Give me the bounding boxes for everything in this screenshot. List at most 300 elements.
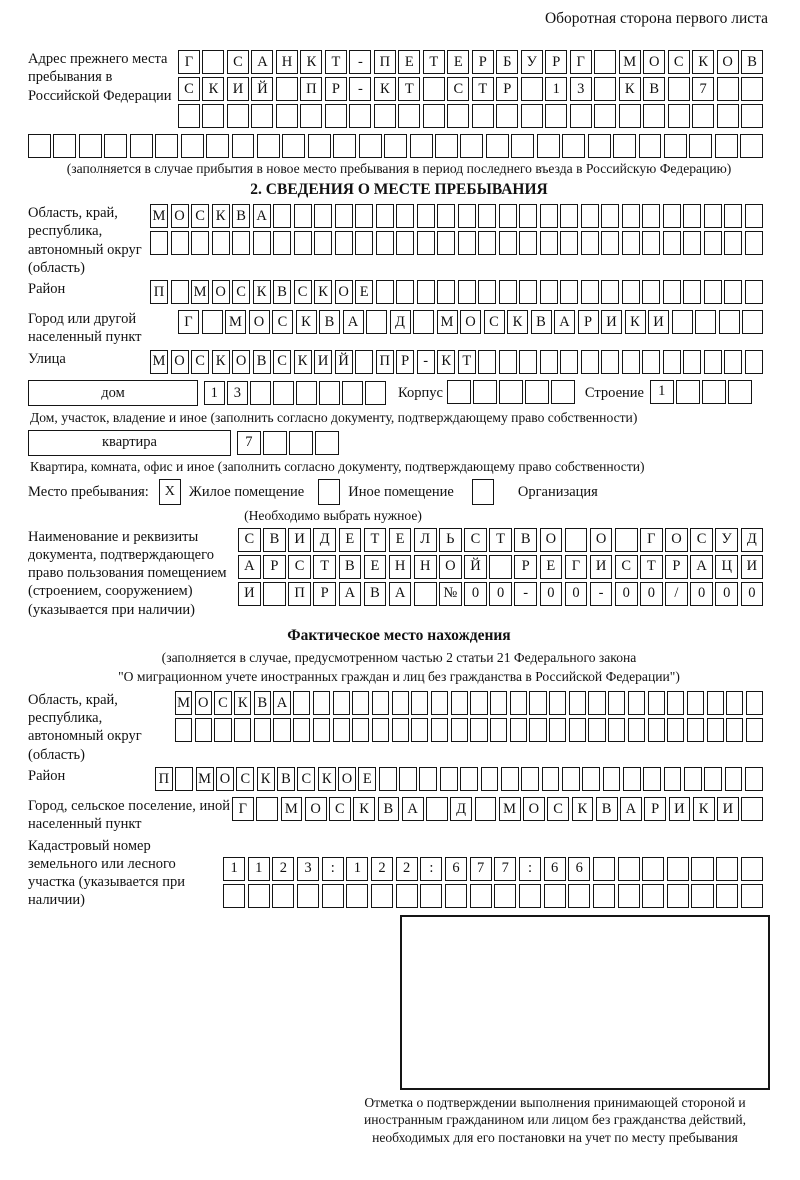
char-cell[interactable] (79, 134, 102, 158)
char-cell[interactable]: Е (364, 555, 387, 579)
char-cell[interactable] (601, 231, 619, 255)
char-cell[interactable]: С (329, 797, 351, 821)
char-cell[interactable] (104, 134, 127, 158)
char-cell[interactable]: 0 (615, 582, 638, 606)
char-cell[interactable] (398, 104, 420, 128)
char-cell[interactable] (537, 134, 560, 158)
char-cell[interactable] (726, 718, 743, 742)
char-cell[interactable] (28, 134, 51, 158)
char-cell[interactable]: : (322, 857, 344, 881)
char-cell[interactable]: 3 (297, 857, 319, 881)
char-cell[interactable] (335, 231, 353, 255)
char-cell[interactable] (608, 691, 625, 715)
char-cell[interactable] (562, 767, 580, 791)
char-cell[interactable]: К (374, 77, 396, 101)
char-cell[interactable] (53, 134, 76, 158)
char-cell[interactable] (726, 691, 743, 715)
char-cell[interactable] (687, 718, 704, 742)
char-cell[interactable]: В (378, 797, 400, 821)
char-cell[interactable] (256, 797, 278, 821)
char-cell[interactable] (643, 104, 665, 128)
char-cell[interactable] (704, 280, 722, 304)
char-cell[interactable] (232, 134, 255, 158)
char-cell[interactable]: Г (570, 50, 592, 74)
char-cell[interactable] (560, 204, 578, 228)
char-cell[interactable] (581, 350, 599, 374)
char-cell[interactable]: Т (640, 555, 663, 579)
char-cell[interactable] (499, 380, 523, 404)
char-cell[interactable]: Е (398, 50, 420, 74)
char-cell[interactable] (445, 884, 467, 908)
char-cell[interactable] (254, 718, 271, 742)
char-cell[interactable]: И (238, 582, 261, 606)
char-cell[interactable] (603, 767, 621, 791)
char-cell[interactable]: Е (339, 528, 362, 552)
char-cell[interactable]: О (665, 528, 688, 552)
char-cell[interactable] (704, 231, 722, 255)
char-cell[interactable]: В (514, 528, 537, 552)
char-cell[interactable]: М (175, 691, 192, 715)
char-cell[interactable] (689, 134, 712, 158)
char-cell[interactable]: А (554, 310, 575, 334)
char-cell[interactable]: С (297, 767, 315, 791)
char-cell[interactable]: А (389, 582, 412, 606)
char-cell[interactable] (622, 280, 640, 304)
char-cell[interactable] (642, 204, 660, 228)
char-cell[interactable]: К (294, 350, 312, 374)
char-cell[interactable]: И (288, 528, 311, 552)
char-cell[interactable] (601, 280, 619, 304)
char-cell[interactable] (273, 204, 291, 228)
char-cell[interactable]: С (464, 528, 487, 552)
char-cell[interactable] (440, 767, 458, 791)
char-cell[interactable] (447, 104, 469, 128)
char-cell[interactable]: К (625, 310, 646, 334)
char-cell[interactable] (745, 204, 763, 228)
char-cell[interactable] (451, 691, 468, 715)
char-cell[interactable] (234, 718, 251, 742)
char-cell[interactable]: И (590, 555, 613, 579)
char-cell[interactable]: Р (472, 50, 494, 74)
char-cell[interactable] (704, 204, 722, 228)
char-cell[interactable]: 0 (464, 582, 487, 606)
char-cell[interactable] (257, 134, 280, 158)
char-cell[interactable]: С (273, 350, 291, 374)
char-cell[interactable]: 1 (545, 77, 567, 101)
char-cell[interactable]: 0 (640, 582, 663, 606)
char-cell[interactable] (668, 77, 690, 101)
char-cell[interactable] (569, 718, 586, 742)
char-cell[interactable] (372, 718, 389, 742)
char-cell[interactable]: С (288, 555, 311, 579)
char-cell[interactable] (639, 134, 662, 158)
char-cell[interactable]: Т (325, 50, 347, 74)
char-cell[interactable] (741, 857, 763, 881)
char-cell[interactable]: К (507, 310, 528, 334)
char-cell[interactable]: Р (514, 555, 537, 579)
char-cell[interactable] (622, 231, 640, 255)
char-cell[interactable] (313, 718, 330, 742)
char-cell[interactable] (667, 857, 689, 881)
char-cell[interactable] (478, 350, 496, 374)
char-cell[interactable] (588, 134, 611, 158)
char-cell[interactable] (333, 691, 350, 715)
char-cell[interactable] (272, 884, 294, 908)
char-cell[interactable]: Т (458, 350, 476, 374)
char-cell[interactable] (707, 691, 724, 715)
char-cell[interactable]: Е (447, 50, 469, 74)
char-cell[interactable]: О (212, 280, 230, 304)
char-cell[interactable] (740, 134, 763, 158)
char-cell[interactable] (352, 718, 369, 742)
char-cell[interactable]: В (319, 310, 340, 334)
char-cell[interactable]: П (376, 350, 394, 374)
char-cell[interactable] (447, 380, 471, 404)
char-cell[interactable] (684, 767, 702, 791)
char-cell[interactable] (426, 797, 448, 821)
char-cell[interactable] (724, 350, 742, 374)
char-cell[interactable]: 0 (741, 582, 764, 606)
char-cell[interactable] (742, 310, 763, 334)
char-cell[interactable] (594, 104, 616, 128)
char-cell[interactable] (478, 231, 496, 255)
char-cell[interactable] (588, 718, 605, 742)
char-cell[interactable] (560, 231, 578, 255)
char-cell[interactable] (333, 718, 350, 742)
char-cell[interactable] (663, 204, 681, 228)
char-cell[interactable] (276, 104, 298, 128)
char-cell[interactable] (560, 280, 578, 304)
char-cell[interactable]: К (253, 280, 271, 304)
char-cell[interactable] (308, 134, 331, 158)
char-cell[interactable] (724, 280, 742, 304)
char-cell[interactable]: № (439, 582, 462, 606)
char-cell[interactable] (628, 691, 645, 715)
char-cell[interactable] (702, 380, 726, 404)
char-cell[interactable] (499, 204, 517, 228)
char-cell[interactable] (202, 50, 224, 74)
char-cell[interactable]: О (439, 555, 462, 579)
char-cell[interactable]: 0 (540, 582, 563, 606)
char-cell[interactable] (594, 77, 616, 101)
char-cell[interactable] (499, 350, 517, 374)
char-cell[interactable]: П (374, 50, 396, 74)
char-cell[interactable] (510, 691, 527, 715)
char-cell[interactable] (175, 718, 192, 742)
char-cell[interactable]: К (234, 691, 251, 715)
char-cell[interactable] (417, 280, 435, 304)
char-cell[interactable] (746, 691, 763, 715)
char-cell[interactable]: У (521, 50, 543, 74)
char-cell[interactable] (667, 691, 684, 715)
char-cell[interactable] (223, 884, 245, 908)
char-cell[interactable] (437, 231, 455, 255)
char-cell[interactable] (728, 380, 752, 404)
char-cell[interactable]: С (272, 310, 293, 334)
char-cell[interactable] (250, 381, 271, 405)
char-cell[interactable]: Н (414, 555, 437, 579)
char-cell[interactable] (664, 767, 682, 791)
char-cell[interactable]: Р (325, 77, 347, 101)
char-cell[interactable] (181, 134, 204, 158)
char-cell[interactable]: С (294, 280, 312, 304)
char-cell[interactable] (695, 310, 716, 334)
char-cell[interactable]: С (238, 528, 261, 552)
char-cell[interactable] (519, 350, 537, 374)
char-cell[interactable] (642, 857, 664, 881)
char-cell[interactable] (420, 884, 442, 908)
checkbox-organization[interactable] (472, 479, 494, 505)
char-cell[interactable] (562, 134, 585, 158)
char-cell[interactable]: П (288, 582, 311, 606)
char-cell[interactable] (472, 104, 494, 128)
char-cell[interactable] (319, 381, 340, 405)
char-cell[interactable]: Т (364, 528, 387, 552)
char-cell[interactable]: 1 (248, 857, 270, 881)
char-cell[interactable] (549, 718, 566, 742)
char-cell[interactable] (519, 231, 537, 255)
char-cell[interactable] (540, 280, 558, 304)
char-cell[interactable]: 1 (650, 380, 674, 404)
char-cell[interactable]: 7 (237, 431, 261, 455)
char-cell[interactable] (643, 767, 661, 791)
char-cell[interactable]: 6 (568, 857, 590, 881)
char-cell[interactable]: П (150, 280, 168, 304)
char-cell[interactable]: В (232, 204, 250, 228)
char-cell[interactable] (490, 691, 507, 715)
char-cell[interactable] (613, 134, 636, 158)
char-cell[interactable]: А (238, 555, 261, 579)
char-cell[interactable] (417, 231, 435, 255)
char-cell[interactable] (667, 884, 689, 908)
char-cell[interactable]: 1 (223, 857, 245, 881)
char-cell[interactable]: Ц (715, 555, 738, 579)
char-cell[interactable]: С (191, 204, 209, 228)
char-cell[interactable] (615, 528, 638, 552)
char-cell[interactable]: 1 (346, 857, 368, 881)
char-cell[interactable]: - (514, 582, 537, 606)
checkbox-residential[interactable]: X (159, 479, 181, 505)
char-cell[interactable] (232, 231, 250, 255)
char-cell[interactable] (273, 231, 291, 255)
char-cell[interactable] (540, 204, 558, 228)
char-cell[interactable] (470, 691, 487, 715)
char-cell[interactable] (717, 104, 739, 128)
char-cell[interactable]: О (338, 767, 356, 791)
char-cell[interactable]: К (212, 204, 230, 228)
char-cell[interactable] (683, 350, 701, 374)
char-cell[interactable] (263, 582, 286, 606)
char-cell[interactable]: М (499, 797, 521, 821)
char-cell[interactable] (396, 204, 414, 228)
char-cell[interactable]: 2 (396, 857, 418, 881)
char-cell[interactable] (227, 104, 249, 128)
char-cell[interactable] (293, 718, 310, 742)
char-cell[interactable]: С (484, 310, 505, 334)
char-cell[interactable]: А (402, 797, 424, 821)
char-cell[interactable] (296, 381, 317, 405)
char-cell[interactable] (741, 884, 763, 908)
char-cell[interactable]: О (171, 204, 189, 228)
char-cell[interactable]: О (305, 797, 327, 821)
char-cell[interactable] (588, 691, 605, 715)
char-cell[interactable]: Е (358, 767, 376, 791)
char-cell[interactable] (478, 204, 496, 228)
char-cell[interactable]: Н (389, 555, 412, 579)
char-cell[interactable]: М (619, 50, 641, 74)
char-cell[interactable] (540, 350, 558, 374)
char-cell[interactable] (601, 204, 619, 228)
char-cell[interactable]: С (232, 280, 250, 304)
char-cell[interactable] (470, 884, 492, 908)
char-cell[interactable] (501, 767, 519, 791)
char-cell[interactable] (355, 350, 373, 374)
char-cell[interactable] (622, 350, 640, 374)
char-cell[interactable]: 7 (470, 857, 492, 881)
char-cell[interactable] (676, 380, 700, 404)
char-cell[interactable] (171, 231, 189, 255)
char-cell[interactable]: В (277, 767, 295, 791)
char-cell[interactable]: - (590, 582, 613, 606)
char-cell[interactable]: В (531, 310, 552, 334)
char-cell[interactable] (322, 884, 344, 908)
char-cell[interactable] (451, 718, 468, 742)
char-cell[interactable] (253, 231, 271, 255)
char-cell[interactable]: К (619, 77, 641, 101)
char-cell[interactable] (212, 231, 230, 255)
char-cell[interactable]: Т (398, 77, 420, 101)
char-cell[interactable] (202, 104, 224, 128)
char-cell[interactable]: О (460, 310, 481, 334)
char-cell[interactable] (460, 134, 483, 158)
char-cell[interactable] (664, 134, 687, 158)
char-cell[interactable]: Ь (439, 528, 462, 552)
char-cell[interactable]: 7 (494, 857, 516, 881)
char-cell[interactable] (282, 134, 305, 158)
char-cell[interactable] (175, 767, 193, 791)
char-cell[interactable]: М (150, 350, 168, 374)
char-cell[interactable] (384, 134, 407, 158)
char-cell[interactable] (355, 231, 373, 255)
char-cell[interactable] (716, 857, 738, 881)
char-cell[interactable]: А (273, 691, 290, 715)
char-cell[interactable]: О (195, 691, 212, 715)
char-cell[interactable] (707, 718, 724, 742)
char-cell[interactable] (581, 280, 599, 304)
char-cell[interactable] (202, 310, 223, 334)
char-cell[interactable]: К (314, 280, 332, 304)
char-cell[interactable]: Б (496, 50, 518, 74)
char-cell[interactable] (608, 718, 625, 742)
char-cell[interactable]: Д (450, 797, 472, 821)
char-cell[interactable] (325, 104, 347, 128)
char-cell[interactable] (715, 134, 738, 158)
char-cell[interactable] (481, 767, 499, 791)
char-cell[interactable]: : (420, 857, 442, 881)
char-cell[interactable] (628, 718, 645, 742)
char-cell[interactable] (540, 231, 558, 255)
char-cell[interactable] (411, 691, 428, 715)
char-cell[interactable] (521, 104, 543, 128)
char-cell[interactable] (289, 431, 313, 455)
char-cell[interactable]: К (572, 797, 594, 821)
char-cell[interactable] (741, 104, 763, 128)
char-cell[interactable] (355, 204, 373, 228)
char-cell[interactable] (519, 280, 537, 304)
char-cell[interactable] (365, 381, 386, 405)
char-cell[interactable]: М (281, 797, 303, 821)
char-cell[interactable]: И (314, 350, 332, 374)
char-cell[interactable]: 6 (445, 857, 467, 881)
char-cell[interactable]: О (232, 350, 250, 374)
char-cell[interactable] (691, 857, 713, 881)
char-cell[interactable] (460, 767, 478, 791)
char-cell[interactable]: Д (741, 528, 764, 552)
char-cell[interactable]: К (318, 767, 336, 791)
char-cell[interactable]: Р (578, 310, 599, 334)
char-cell[interactable]: 3 (570, 77, 592, 101)
char-cell[interactable] (499, 231, 517, 255)
char-cell[interactable]: Е (355, 280, 373, 304)
char-cell[interactable]: С (668, 50, 690, 74)
char-cell[interactable] (214, 718, 231, 742)
char-cell[interactable] (618, 857, 640, 881)
char-cell[interactable] (130, 134, 153, 158)
char-cell[interactable] (293, 691, 310, 715)
char-cell[interactable] (494, 884, 516, 908)
char-cell[interactable]: Г (565, 555, 588, 579)
char-cell[interactable]: Й (251, 77, 273, 101)
char-cell[interactable] (155, 134, 178, 158)
char-cell[interactable] (594, 50, 616, 74)
char-cell[interactable]: 6 (544, 857, 566, 881)
char-cell[interactable]: К (257, 767, 275, 791)
char-cell[interactable] (376, 204, 394, 228)
char-cell[interactable] (570, 104, 592, 128)
char-cell[interactable] (642, 350, 660, 374)
char-cell[interactable]: В (253, 350, 271, 374)
char-cell[interactable] (741, 797, 763, 821)
char-cell[interactable]: О (540, 528, 563, 552)
char-cell[interactable] (545, 104, 567, 128)
char-cell[interactable]: В (263, 528, 286, 552)
char-cell[interactable] (663, 231, 681, 255)
char-cell[interactable] (719, 310, 740, 334)
char-cell[interactable]: А (339, 582, 362, 606)
char-cell[interactable]: Р (644, 797, 666, 821)
char-cell[interactable] (458, 204, 476, 228)
char-cell[interactable] (648, 691, 665, 715)
char-cell[interactable] (745, 231, 763, 255)
char-cell[interactable] (642, 884, 664, 908)
char-cell[interactable] (392, 691, 409, 715)
char-cell[interactable]: И (601, 310, 622, 334)
char-cell[interactable] (725, 767, 743, 791)
char-cell[interactable] (376, 280, 394, 304)
char-cell[interactable]: П (155, 767, 173, 791)
char-cell[interactable]: 0 (489, 582, 512, 606)
char-cell[interactable]: К (212, 350, 230, 374)
char-cell[interactable] (333, 134, 356, 158)
char-cell[interactable] (379, 767, 397, 791)
char-cell[interactable]: 3 (227, 381, 248, 405)
char-cell[interactable] (396, 231, 414, 255)
char-cell[interactable]: Г (178, 310, 199, 334)
char-cell[interactable] (519, 204, 537, 228)
char-cell[interactable]: Е (389, 528, 412, 552)
char-cell[interactable] (478, 280, 496, 304)
char-cell[interactable] (273, 381, 294, 405)
